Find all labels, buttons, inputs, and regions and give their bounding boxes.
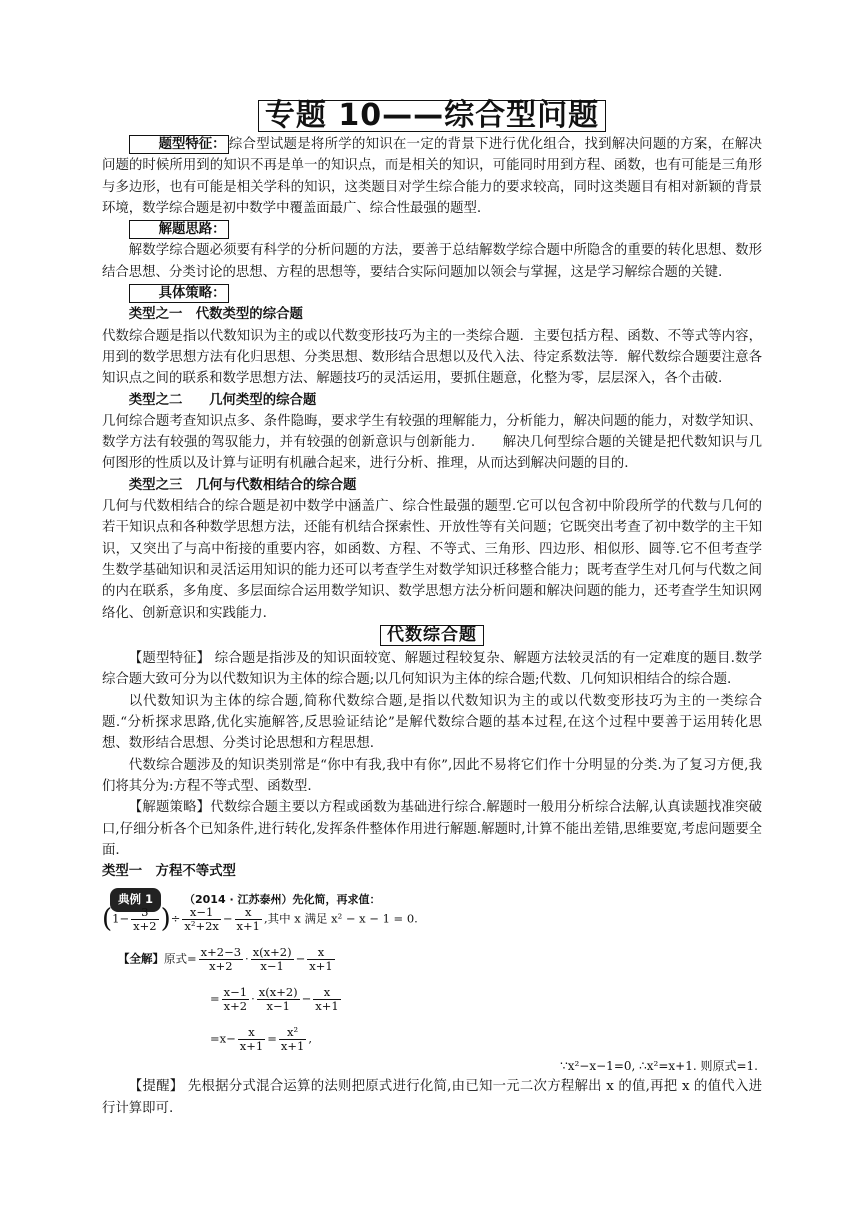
section-title: 代数综合题 bbox=[380, 625, 484, 646]
example-badge: 典例 1 bbox=[110, 888, 161, 911]
example-source: （2014 · 江苏泰州）先化简，再求值： bbox=[184, 893, 381, 907]
solution-label: 【全解】 bbox=[118, 951, 164, 966]
algebra-features: 【题型特征】 综合题是指涉及的知识面较宽、解题过程较复杂、解题方法较灵活的有一定难度的题目.数学综合题大致可分为以代数知识为主体的综合题;以几何知识为主体的综合题;代数、几何知识相结合的综合题. bbox=[102, 651, 762, 688]
label-features: 题型特征： bbox=[129, 135, 229, 154]
type3-heading: 类型之三 几何与代数相结合的综合题 bbox=[128, 476, 357, 493]
algebra-classification: 代数综合题涉及的知识类别常是“你中有我,我中有你”,因此不易将它们作十分明显的分类.为了复习方便,我们将其分为:方程不等式型、函数型. bbox=[102, 757, 762, 794]
type1-text: 代数综合题是指以代数知识为主的或以代数变形技巧为主的一类综合题．主要包括方程、函数、不等式等内容，用到的数学思想方法有化归思想、分类思想、数形结合思想以及代入法、待定系数法等．解代数综合题要注意各知识点之间的联系和数学思想方法、解题技巧的灵活运用，要抓住题意，化整为零，层层深入，各个击破. bbox=[102, 328, 762, 387]
type3-text: 几何与代数相结合的综合题是初中数学中涵盖广、综合性最强的题型.它可以包含初中阶段所学的代数与几何的若干知识点和各种数学思想方法，还能有机结合探索性、开放性等有关问题；它既突出考查了初中数学的主干知识，又突出了与高中衔接的重要内容，如函数、方程、不等式、三角形、四边形、相似形、圆等.它不但考查学生数学基础知识和灵活运用知识的能力还可以考查学生对数学知识迁移整合能力；既考查学生对几何与代数之间的内在联系，多角度、多层面综合运用数学知识、数学思想方法分析问题和解决问题的能力，还考查学生知识网络化、创新意识和实践能力. bbox=[102, 499, 762, 621]
type2-text: 几何综合题考查知识点多、条件隐晦，要求学生有较强的理解能力，分析能力，解决问题的能力，对数学知识、数学方法有较强的驾驭能力，并有较强的创新意识与创新能力. 解决几何型综合题的关键是把代数知识与几何图形的性质以及计算与证明有机融合起来，进行分析、推理，从而达到解决问题的目的. bbox=[102, 413, 762, 472]
solution-step-2: = $\frac{x-1}{x+2}$ · $\frac{x(x+2)}{x-1}$ − $\frac{x}{x+1}$ bbox=[210, 985, 339, 1014]
example-condition: ,其中 x 满足 x² − x − 1 = 0. bbox=[264, 911, 418, 926]
intro-approach-label bbox=[102, 219, 762, 240]
type1-heading: 类型之一 代数类型的综合题 bbox=[128, 306, 303, 323]
intro-strategy-label bbox=[102, 283, 762, 304]
solution-step-1: 【全解】原式= $\frac{x+2-3}{x+2}$ · $\frac{x(x+2)}{x-1}$ − $\frac{x}{x+1}$ bbox=[118, 945, 333, 974]
intro-approach-text: 解数学综合题必须要有科学的分析问题的方法，要善于总结解数学综合题中所隐含的重要的转化思想、数形结合思想、分类讨论的思想、方程的思想等，要结合实际问题加以领会与掌握，这是学习解综合题的关键. bbox=[102, 243, 762, 280]
type-one-heading: 类型一 方程不等式型 bbox=[102, 863, 236, 880]
reminder: 【提醒】 先根据分式混合运算的法则把原式进行化简,由已知一元二次方程解出 x 的值,再把 x 的值代入进行计算即可. bbox=[102, 1079, 762, 1116]
label-approach: 解题思路： bbox=[129, 220, 229, 239]
algebra-definition: 以代数知识为主体的综合题,简称代数综合题,是指以代数知识为主的或以代数变形技巧为主的一类综合题.“分析探求思路,优化实施解答,反思验证结论”是解代数综合题的基本过程,在这个过程中要善于运用转化思想、数形结合思想、分类讨论思想和方程思想. bbox=[102, 693, 762, 752]
solution-step-3: =x− $\frac{x}{x+1}$ = $\frac{\text{x²}}{x+1}$ , bbox=[210, 1025, 312, 1054]
example-1 bbox=[102, 882, 762, 1076]
label-strategy: 具体策略： bbox=[129, 284, 229, 303]
algebra-strategy: 【解题策略】代数综合题主要以方程或函数为基础进行综合.解题时一般用分析综合法解,认真读题找准突破口,仔细分析各个已知条件,进行转化,发挥条件整体作用进行解题.解题时,计算不能出差错,思维要宽,考虑问题要全面. bbox=[102, 800, 762, 858]
document-page bbox=[102, 100, 762, 1119]
type2-heading: 类型之二 几何类型的综合题 bbox=[128, 391, 317, 408]
intro-features: 题型特征： 综合型试题是将所学的知识在一定的背景下进行优化组合，找到解决问题的方案，在解决问题的时候所用到的知识不再是单一的知识点，而是相关的知识，可能同时用到方程、函数，也有可能是三角形与多边形，也有可能是相关学科的知识，这类题目对学生综合能力的要求较高，同时这类题目有相对新颖的背景环境，数学综合题是初中数学中覆盖面最广、综合性最强的题型. bbox=[102, 136, 762, 216]
solution-note: ∵x²−x−1=0, ∴x²=x+1. 则原式=1. bbox=[560, 1059, 758, 1074]
example-expression: (1− $\frac{3}{x+2}$ )÷ $\frac{x-1}{\text{x²+2x}}$ − $\frac{x}{x+1}$ ,其中 x 满足 x² − x − 1 = 0. bbox=[102, 904, 418, 935]
page-title: 专题 10——综合型问题 bbox=[258, 100, 606, 132]
